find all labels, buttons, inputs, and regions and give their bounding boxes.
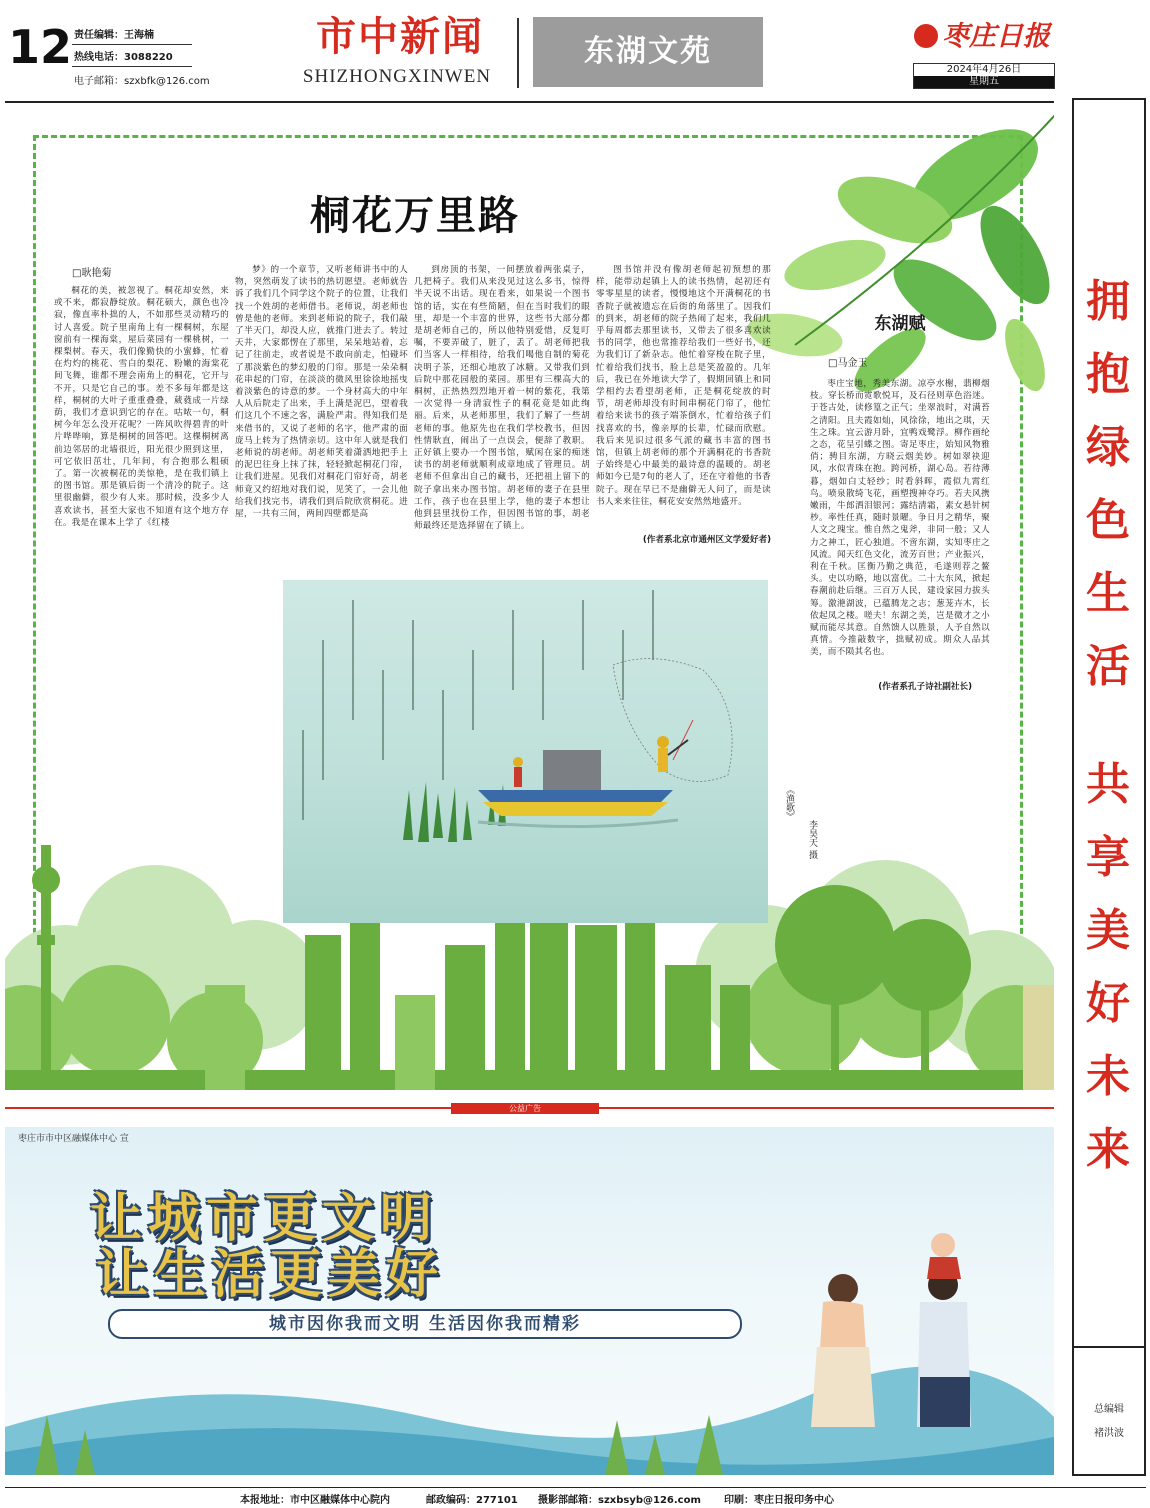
photo-caption: 《渔歌》 (784, 785, 794, 821)
footer-postcode: 邮政编码：277101 (426, 1495, 518, 1506)
section-title: 东湖文苑 (533, 17, 763, 87)
article-column (414, 264, 590, 547)
masthead-rule (5, 101, 1054, 103)
poem-text: 枣庄宝地，秀美东湖。凉亭水榭，翡柳烟枝。穿长桥而霓歌悦耳，及石径则草色浴迷。于苍古处，读修篁之正气；坐翠浪时，对满苔之清阳。且夫霞如灿，风徐徐，地出之琪，天生之珠。宜云游月卧，宜鸭戏鹭浮。柳作画纶之态，花呈引蝶之图。寄足枣庄，始知风物雅俏；骋目东湖，方晓云烟美妙。树如翠袂迎风，水似青珠在抱。跨河桥，湖心岛。若待薄暮，烟如白丈轻纱；时看斜晖，霞似九霄红鸟。喷泉散绮飞花，画塑搜神夺巧。若夫风携嫩雨，牛郎洒泪银河；露结清霜，素女悬针树杪。率性任真，随时景曜。争日月之精华，聚人文之瑰宝。惟自然之鬼斧，非同一般；又人力之神工，匠心独道。不啻东湖，实知枣庄之风流。闻天红色文化，流芳百世；产业振兴，利在千秋。匡衡乃勤之典范，毛遂则荐之鳌头。史以功略，地以富优。二十大东风，掀起春潮前赴后继。三百万人民，建设家园力拔头筹。激滟湖波，已蕴腾龙之志；葱茏卉木，长依起凤之楼。嗟夫！东湖之美，岂是微才之小赋而能尽其意。自然馈人以胜景，人予自然以真情。今推敲数字，拙赋初成。期众人品其美，而不陨其名也。 (810, 379, 990, 658)
article-byline: □耿艳菊 (72, 268, 112, 279)
chief-editor-label: 总编辑 (1094, 1404, 1124, 1415)
photo-credit: 李昊天 摄 (807, 820, 817, 859)
article-title: 桐花万里路 (310, 193, 520, 239)
article-text: 梦》的一个章节，又听老师讲书中的人物，突然萌发了读书的热切愿望。老师就告诉了我们几个同学这个院子的位置，让我们找一个姓胡的老师借书。老师说，胡老师也曾是他的老师。来到老师说的院子，我们敲了半天门，却没人应，就推门进去了。转过天井，大家都愣在了那里，呆呆地站着，忘记了往前走，或者说是不敢向前走，怕碰坏了那淡紫色的梦幻般的门帘。那是一朵朵桐花串起的门帘，在淡淡的微风里徐徐地摇曳着淡紫色的诗意的梦。一个身材高大的中年人从后院走了出来，手上满是泥巴，望着我们这几个不速之客，满脸严肃。得知我们是来借书的，又说了老师的名字，他严肃的面庞马上转为了热情亲切。这中年人就是我们老师说的胡老师。胡老师笑着潇洒地把手上的泥巴往身上抹了抹，轻轻掀起桐花门帘，让我们进屋。见我们对桐花门帘好奇，胡老师竟又约绍地对我们说，见笑了，一会儿他给我们找完书，请我们到后院欣赏桐花。进屋，一共有三间，两间四壁都是高 (235, 265, 408, 520)
article-text: 图书馆并没有像胡老师起初预想的那样，能带动起镇上人的读书热情，起初还有零零星星的读者，慢慢地这个开满桐花的书香院子就被遗忘在后街的角落里了。因我们的到来，胡老师的院子热闹了起来，我们几乎每周都去那里读书，又带去了很多喜欢读书的同学，他也常推荐给我们一些好书，还为我们订了新杂志。他忙着穿梭在院子里，忙着给我们找书，脸上总是笑盈盈的。几年后，我已在外地读大学了，假期回镇上和同学相约去看望胡老师，正是桐花绽放的时节，胡老师却没有时间串桐花门帘了，他忙着给来读书的孩子端茶倒水，忙着给孩子们找喜欢的书，像亲厚的长辈，忙碌而欣慰。我后来见识过很多气派的藏书丰富的图书馆，但镇上胡老师的那个开满桐花的书香院子始终是心中最美的最诗意的温暖的。胡老师如今已是7旬的老人了，还在守着他的书香院子。现在早已不是幽僻无人问了，而是读书人来来往往，桐花安安然然地盛开。 (596, 265, 771, 507)
issue-weekday: 星期五 (914, 76, 1054, 88)
slogan-char: 活 (1086, 641, 1130, 692)
slogan-char: 拥 (1086, 276, 1130, 327)
slogan-char: 共 (1086, 759, 1130, 810)
email-label: 电子邮箱：szxbfk@126.com (74, 76, 210, 87)
chief-editor-name: 褚洪波 (1094, 1428, 1124, 1439)
issue-date-box (913, 63, 1055, 89)
article-column (54, 285, 229, 547)
poem-credit: (作者系孔子诗社副社长) (878, 682, 972, 692)
hotline-label: 热线电话：3088220 (74, 52, 173, 63)
article-text: 到房顶的书架，一间摆放着两张桌子，几把椅子。我们从来没见过这么多书，惊得半天说不出话。现在看来，如果说一个图书馆的话，实在有些简陋，但在当时我们的眼里，却是一个丰富的世界，这些书大部分都是胡老师自己的，所以他特别爱惜，反复叮嘱，不要弄破了，脏了，丢了。胡老师把我们当客人一样相待，给我们喝他自制的菊花决明子茶，还细心地放了冰糖。又带我们到后院中那花园般的菜园。那里有三棵高大的桐树，正热热烈烈地开着一树的紫花，我第一次觉得一身清寂性子的桐花竟是如此绚丽。后来，从老师那里，我们了解了一些胡老师的事。他原先也在我们学校教书，但因性情耿直，闹出了一点误会，便辞了教职。正好镇上要办一个图书馆，赋闲在家的痴迷读书的胡老师就顺利成章地成了管理员。胡老师不但拿出自己的藏书，还把祖上留下的院子拿出来办图书馆。胡老师的妻子在县里工作，孩子也在县里上学，他的妻子本想让他到县里找份工作，但因图书馆的事，胡老师最终还是选择留在了镇上。 (414, 265, 590, 532)
issue-date: 2024年4月26日 (946, 64, 1022, 75)
footer-photo-email: 摄影部邮箱：szxbsyb@126.com (538, 1495, 701, 1506)
article-text: 桐花的美，被忽视了。桐花却安然，来或不来，都寂静绽放。桐花硕大，颜色也冷寂，像直率朴拙的人，不如那些灵动精巧的讨人喜爱。院子里南角上有一棵桐树，东屋窗前有一棵海棠，屋后菜园有一棵桃树，一棵梨树。春天，我们像勤快的小蜜蜂，忙着在灼灼的桃花、雪白的梨花、粉嫩的海棠花间飞舞，谁都不理会南角上的桐花，它开与不开，只是它自己的事。差不多每年都是这样，桐树的大叶子重重叠叠，葳蕤成一片绿荫，我们才意识到它的存在。咕哝一句，桐树今年怎么没开花呢？一阵风吹得碧青的叶片哗哗响，算是桐树的回答吧。这棵桐树离前边邻居的北墙很近，阳光很少照到这里，可它依旧茁壮，几年间，有合抱那么粗硕了。第一次被桐花的美惊艳，是在我们镇上的图书馆。那是镇后街一个清冷的院子。这里很幽僻，很少有人来。那时候，没多少人喜欢读书，甚至大家也不知道有这个地方存在。我是在课本上学了《红楼 (54, 286, 229, 528)
slogan-char: 抱 (1086, 349, 1130, 400)
fishing-boat-photo (283, 580, 768, 923)
slogan-char: 色 (1086, 495, 1130, 546)
page-number: 12 (8, 20, 73, 74)
psa-tagline: 城市因你我而文明 生活因你我而精彩 (108, 1309, 742, 1339)
psa-headline: 让生活更美好 (96, 1245, 445, 1305)
poem-byline: □马金玉 (828, 358, 868, 369)
newspaper-logo-icon (914, 24, 938, 48)
psa-organization: 枣庄市市中区融媒体中心 宣 (18, 1134, 129, 1144)
slogan-char: 来 (1086, 1124, 1130, 1175)
masthead-divider (517, 18, 519, 88)
footer-printer: 印刷：枣庄日报印务中心 (724, 1495, 834, 1506)
brand-name: 市中新闻 (316, 13, 484, 60)
poem-column (810, 378, 990, 676)
poem-title: 东湖赋 (874, 314, 926, 334)
article-credit: (作者系北京市通州区文学爱好者) (642, 535, 771, 545)
editor-label: 责任编辑：王海楠 (74, 30, 154, 41)
brand-pinyin: SHIZHONGXINWEN (302, 66, 492, 87)
slogan-char: 好 (1086, 978, 1130, 1029)
slogan-char: 生 (1086, 568, 1130, 619)
article-column (596, 264, 771, 531)
fishing-scene-illustration (283, 580, 768, 923)
newspaper-name: 枣庄日报 (942, 21, 1050, 52)
article-column (235, 264, 408, 547)
staff-divider (72, 44, 192, 45)
footer-rule (5, 1487, 1146, 1488)
staff-divider (72, 66, 192, 67)
slogan-char: 未 (1086, 1051, 1130, 1102)
sidebar-divider (1072, 1346, 1146, 1348)
psa-headline: 让城市更文明 (90, 1189, 439, 1249)
slogan-char: 美 (1086, 905, 1130, 956)
footer-address: 本报地址：市中区融媒体中心院内 (240, 1495, 390, 1506)
slogan-char: 享 (1086, 832, 1130, 883)
slogan-char: 绿 (1086, 422, 1130, 473)
psa-header: 公益广告 (451, 1103, 599, 1114)
